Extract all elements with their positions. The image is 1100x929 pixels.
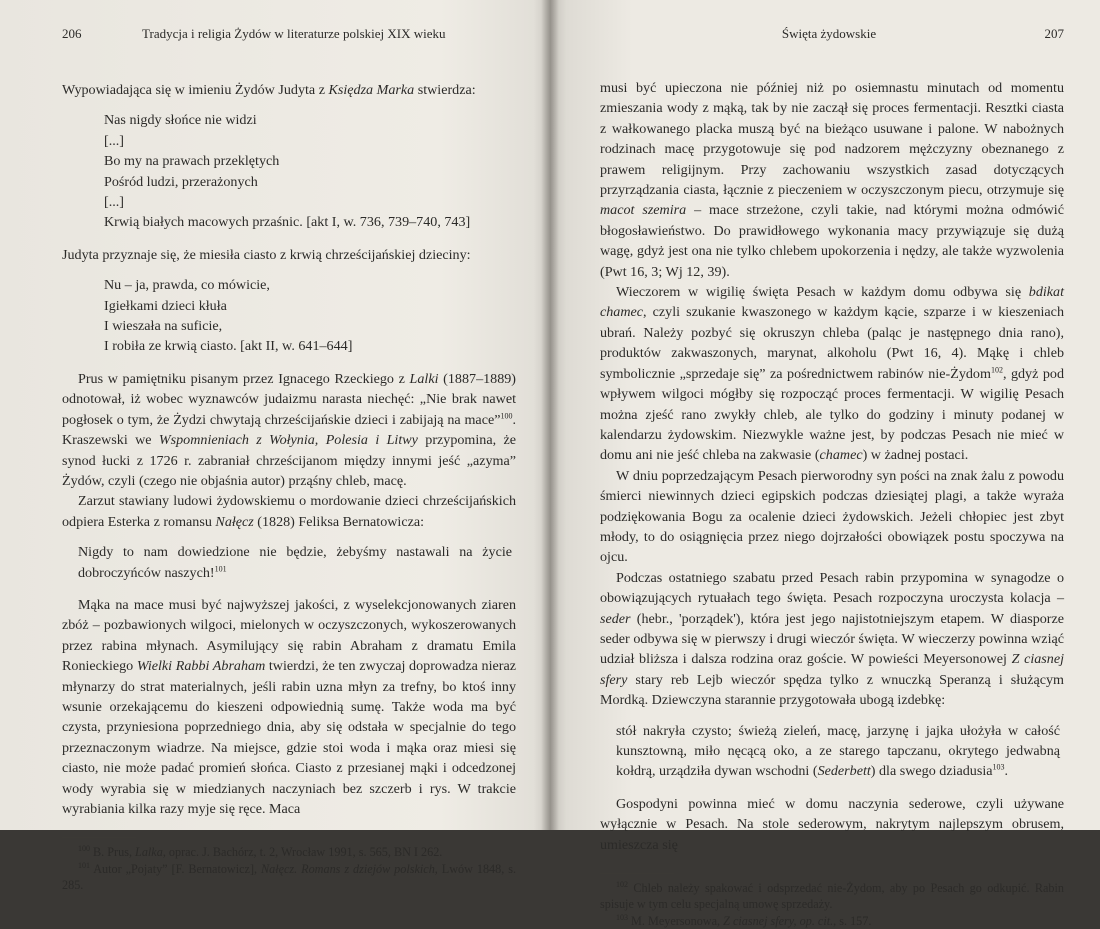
footnote: $^{101}$ Autor „Pojaty” [F. Bernatowicz], Nałęcz. Romans z dziejów polskich, Lwów 1848, s. 285. <box>62 860 516 893</box>
footnote-ref: 103 <box>992 762 1005 772</box>
verse-line: Pośród ludzi, przerażonych <box>104 173 258 190</box>
paragraph: Judyta przyznaje się, że miesiła ciasto z krwią chrześcijańskiej dzieciny: <box>62 246 471 263</box>
footnotes-left <box>62 844 516 893</box>
paragraph: Wieczorem w wigilię święta Pesach w każdym domu odbywa się bdikat chamec, czyli szukanie kwaszonego w każdym kącie, szparze i w kieszeniach ubrań. Należy pozbyć się okruszyn chleba (paląc je następnego dnia rano), produktów zakwaszonych, marynat, alkoholu (Pwt 16, 4). Mąkę i chleb symbolicznie „sprzedaje się” za pośrednictwem rabinów nie-Żydom$^{102}$, gdyż pod wpływem wilgoci mógłby się rozpocząć proces fermentacji. W wigilię Pesach można zjeść rano zwykły chleb, ale tylko do godziny i minuty podanej w kalendarzu żydowskim. Niezwykle ważne jest, by podczas Pesach nie mieć w domu ani nie jeść chleba na zakwasie (chamec) w żadnej postaci. <box>600 284 1064 464</box>
page-number-left: 206 <box>62 26 82 41</box>
paragraph: Zarzut stawiany ludowi żydowskiemu o mordowanie dzieci chrześcijańskich odpiera Esterka z romansu Nałęcz (1828) Feliksa Bernatowicza: <box>62 493 516 530</box>
footnote: $^{102}$ Chleb należy spakować i odsprzedać nie-Żydom, aby po Pesach go odkupić. Rabin spisuje w tym celu specjalną umowę sprzedaży. <box>600 879 1064 912</box>
footnote-rule <box>62 837 136 838</box>
verse-line: I robiła ze krwią ciasto. [akt II, w. 641–644] <box>104 338 353 355</box>
verse-line: Nas nigdy słońce nie widzi <box>104 112 257 129</box>
prose-quote: Nigdy to nam dowiedzione nie będzie, żebyśmy nastawali na życie dobroczyńców naszych!$^{101}$ <box>78 544 512 581</box>
left-page <box>0 0 550 893</box>
verse-line: I wieszała na suficie, <box>104 318 223 335</box>
verse-line: Igiełkami dzieci kłuła <box>104 297 227 314</box>
paragraph: Podczas ostatniego szabatu przed Pesach rabin przypomina w synagodze o obowiązujących rytuałach tego święta. Pesach rozpoczyna uroczysta kolacja – seder (hebr., 'porządek'), która jest jego najistotniejszym etapem. W diasporze seder odbywa się w pierwszy i drugi wieczór święta. W wieczerzy powinna wziąć udział bliższa i dalsza rodzina oraz goście. W powieści Meyersonowej Z ciasnej sfery stary reb Lejb wieczór spędza tylko z wnuczką Speranzą i służącym Mordką. Dziewczyna starannie przygotowała ubogą izdebkę: <box>600 569 1064 709</box>
paragraph: Mąka na mace musi być najwyższej jakości, z wyselekcjonowanych ziaren zbóż – pozbawionych wilgoci, mielonych w oczyszczonych, wykoszerowanych przez rabina młynach. Asymilujący się rabin Abraham z dramatu Emila Ronieckiego Wielki Rabbi Abraham twierdzi, że ten zwyczaj doprowadza nieraz młynarzy do strat materialnych, jeśli rabin uzna młyn za trefny, bo ktoś inny wsunie orzekającemu do kieszeni odpowiednią sumę. Także woda ma być czysta, przyniesiona poprzedniego dnia, aby się odstała w specjalnie do tego przeznaczonym wiadrze. Na miejsce, gdzie stoi woda i mąka oraz miesi się ciasto, nie może padać promień słońca. Ciasto z przesianej mąki i odcedzonej wody wyrabia się w miedzianych naczyniach bez szczerb i rys. W trakcie wyrabiania kilka razy myje się ręce. Maca <box>62 596 516 817</box>
right-page <box>550 0 1100 928</box>
right-running-head <box>600 26 1064 46</box>
footnotes-right <box>600 880 1064 929</box>
left-running-head <box>62 26 516 46</box>
verse-line: Nu – ja, prawda, co mówicie, <box>104 277 270 294</box>
verse-line: Bo my na prawach przeklętych <box>104 153 280 170</box>
paragraph: musi być upieczona nie później niż po osiemnastu minutach od momentu zmieszania wody z mąką, tak by nie zaczął się proces fermentacji. Resztki ciasta z wałkowanego placka muszą być na bieżąco usuwane i palone. W nabożnych rodzinach macę przygotowuje się pod nadzorem mężczyzny obeznanego z prawem religijnym. Przy zachowaniu wszystkich zasad dotyczących przyrządzania ciasta, łącznie z pieczeniem w oczyszczonym piecu, otrzymuje się macot szemira – mace strzeżone, czyli takie, nad którymi można odmówić błogosławieństwo. Do prawidłowego wykonania macy przywiązuje się dużą wagę, gdyż jest ona nie tylko chlebem upokorzenia i nędzy, ale także wyzwolenia (Pwt 16, 3; Wj 12, 39). <box>600 80 1064 280</box>
footnote: $^{103}$ M. Meyersonowa, Z ciasnej sfery, op. cit., s. 157. <box>616 912 872 928</box>
verse-quote-1 <box>62 110 516 232</box>
left-body-text <box>62 80 516 819</box>
paragraph: Gospodyni powinna mieć w domu naczynia sederowe, czyli używane wyłącznie w Pesach. Na stole sederowym, nakrytym najlepszym obrusem, umieszcza się <box>600 795 1064 853</box>
running-head-title-left: Tradycja i religia Żydów w literaturze polskiej XIX wieku <box>142 26 446 41</box>
footnote-ref: 101 <box>214 563 227 573</box>
verse-quote-2 <box>62 275 516 357</box>
verse-line: [...] <box>104 132 124 149</box>
footnote-ref: 100 <box>500 411 513 420</box>
verse-line: Krwią białych macowych przaśnic. [akt I, w. 736, 739–740, 743] <box>104 214 471 231</box>
paragraph: Prus w pamiętniku pisanym przez Ignacego Rzeckiego z Lalki (1887–1889) odnotował, iż wobec wyznawców judaizmu narasta niechęć: „Nie brak nawet pogłosek o tym, że Żydzi chwytają chrześcijańskie dzieci i zabijają na mace”$^{100}$. Kraszewski we Wspomnieniach z Wołynia, Polesia i Litwy przypomina, że synod łucki z 1726 r. zabraniał chrześcijanom między innymi jeść „azyma” Żydów, czyli (czego nie objaśnia autor) prząśny chleb, macę. <box>62 370 517 489</box>
right-body-text <box>600 78 1064 855</box>
paragraph: Wypowiadająca się w imieniu Żydów Judyta z Księdza Marka stwierdza: <box>62 82 476 98</box>
page-number-right: 207 <box>1044 26 1064 41</box>
footnote-rule <box>600 873 674 874</box>
prose-quote: stół nakryła czysto; świeżą zieleń, macę, jarzynę i jajka ułożyła w całość kunsztowną, miło nęcącą oko, a ze starego tapczanu, okrytego jedwabną kołdrą, urządziła dywan wschodni (Sederbett) dla swego dziadusia$^{103}$. <box>616 722 1060 780</box>
footnote: $^{100}$ B. Prus, Lalka, oprac. J. Bachórz, t. 2, Wrocław 1991, s. 565, BN I 262. <box>78 844 443 860</box>
running-head-title-right: Święta żydowskie <box>781 26 877 41</box>
book-gutter <box>541 0 559 830</box>
verse-line: [...] <box>104 194 124 211</box>
paragraph: W dniu poprzedzającym Pesach pierworodny syn pości na znak żalu z powodu śmierci niewinnych dzieci egipskich podczas dziesiątej plagi, a także wyraża podziękowania Bogu za ocalenie dzieci żydowskich. Jeżeli chłopiec jest zbyt młody, to do osiągnięcia przez niego dojrzałości obowiązek postu spoczywa na ojcu. <box>600 467 1064 566</box>
footnote-ref: 102 <box>990 365 1003 374</box>
